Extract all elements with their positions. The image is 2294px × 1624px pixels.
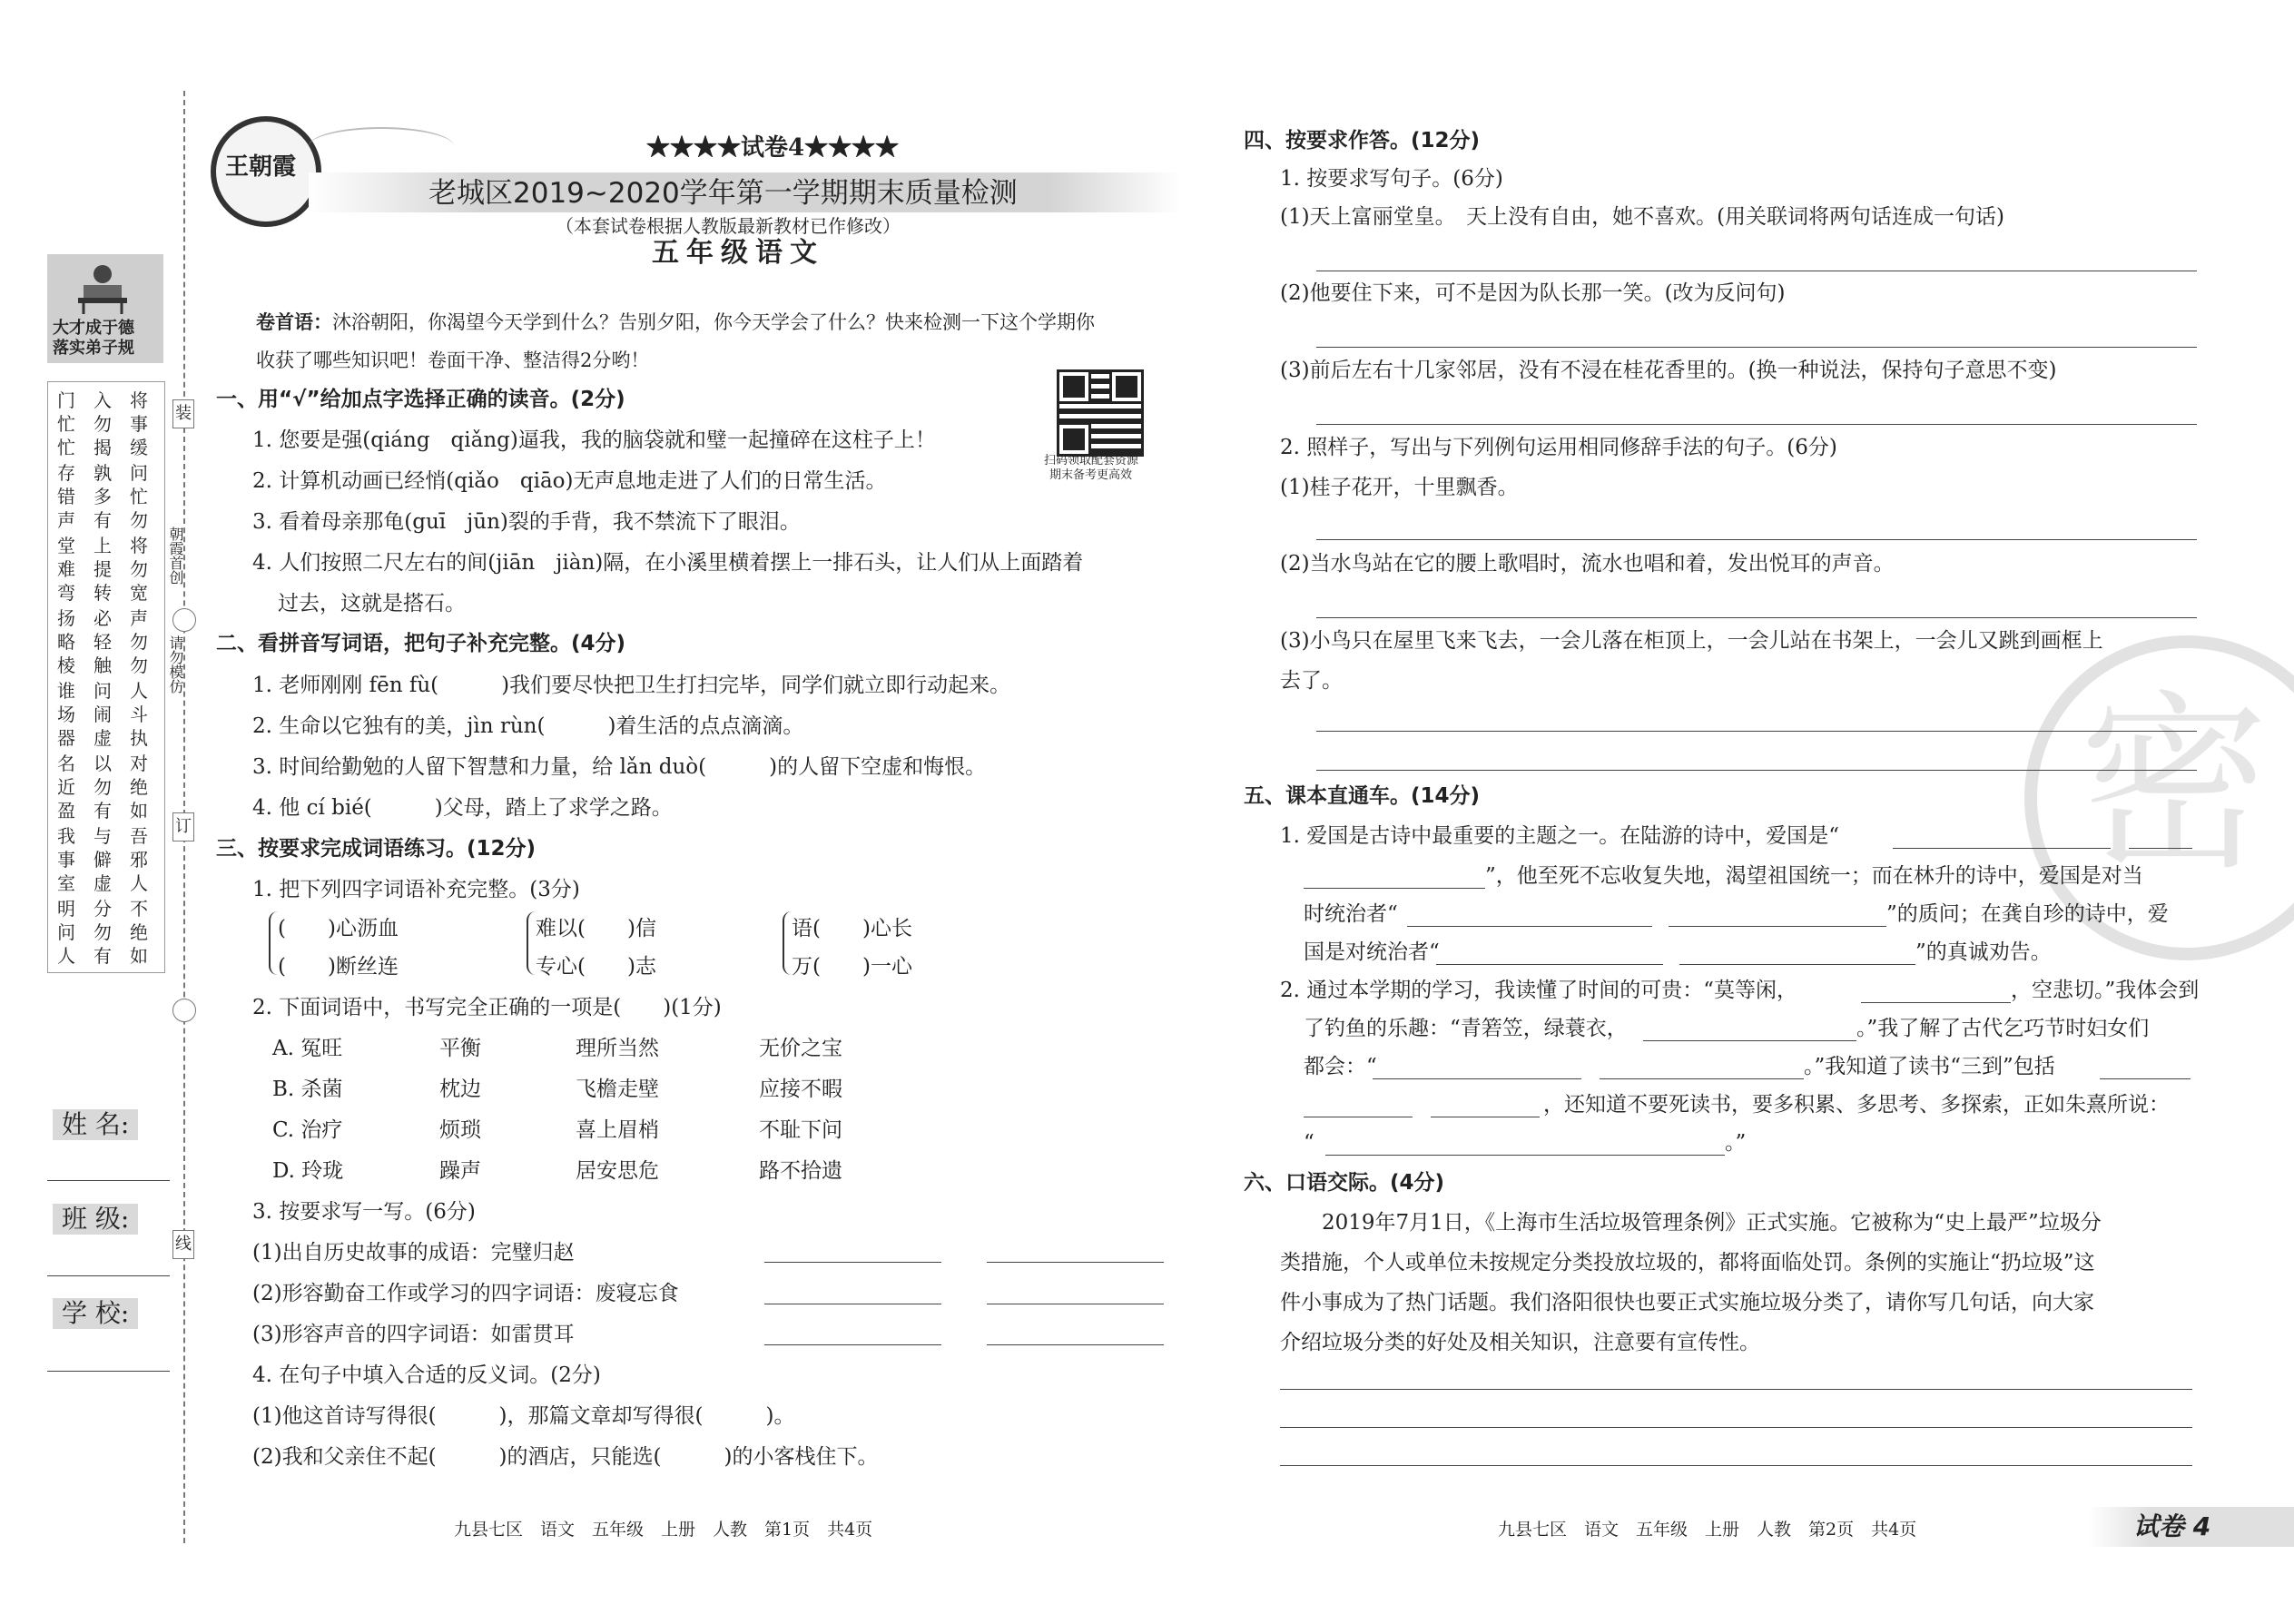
verse-column: 门忙忙 [57,389,75,458]
verse-column: 明问人 [57,898,75,967]
side-note-1: 朝霞首创 [167,527,184,585]
sec5-text: ”的质问；在龚自珍的诗中，爱 [1886,902,2169,926]
verse-column: 与僻虚 [94,825,112,894]
sec3-q3-item-2: (2)形容勤奋工作或学习的四字词语：废寝忘食 [252,1282,679,1305]
verse-column: 以勿有 [94,753,112,822]
option-cell: 无价之宝 [759,1037,842,1060]
school-label: 学 校: [53,1298,138,1329]
verse-column: 名近盈 [57,753,75,822]
sec1-item-1: 1. 您要是强(qiáng qiǎng)逼我，我的脑袋就和璧一起撞碎在这柱子上！ [252,428,936,452]
answer-line[interactable] [987,1262,1164,1263]
verse-column: 入勿揭 [94,389,112,458]
group2-word1: 难以( )信 [536,917,656,940]
scissors-icon-2 [172,999,196,1022]
sec1-item-3: 3. 看着母亲那龟(guī jūn)裂的手背，我不禁流下了眼泪。 [252,510,801,534]
verse-column: 将事缓 [130,389,148,458]
sec5-text: 1. 爱国是古诗中最重要的主题之一。在陆游的诗中，爱国是“ [1280,824,1840,848]
answer-line[interactable] [1316,539,2197,540]
sec5-text: 。” [1725,1131,1747,1155]
blank-line[interactable] [1600,1078,1804,1079]
sidebar-banner-line1: 大才成于德 [53,319,134,338]
verse-column: 声勿勿 [130,607,148,676]
answer-line[interactable] [1280,1427,2192,1428]
blank-line[interactable] [2129,848,2192,849]
sec4-q2-item-3-cont: 去了。 [1280,669,1343,693]
sec6-title: 六、口语交际。(4分) [1244,1171,1445,1195]
verse-column: 存错声 [57,462,75,531]
sidebar-banner-line2: 落实弟子规 [53,339,134,358]
school-input-line[interactable] [47,1371,170,1372]
left-footer: 九县七区 语文 五年级 上册 人教 第1页 共4页 [454,1520,873,1540]
cut-mark-2: 订 [172,812,194,842]
sec5-text: 。”我了解了古代乞巧节时妇女们 [1856,1017,2150,1040]
exam-title: 老城区2019~2020学年第一学期期末质量检测 [428,177,1018,210]
sec3-q3: 3. 按要求写一写。(6分) [252,1200,476,1224]
name-label: 姓 名: [53,1109,138,1140]
sec3-q4: 4. 在句子中填入合适的反义词。(2分) [252,1363,601,1387]
option-cell[interactable]: B. 杀菌 [272,1078,343,1101]
cut-mark-1: 装 [172,399,194,428]
sec5-text: ，还知道不要死读书，要多积累、多思考、多探索，正如朱熹所说： [1543,1093,2170,1117]
verse-column: 不绝如 [130,898,148,967]
verse-column: 人斗执 [130,680,148,749]
mascot-illustration [71,261,134,316]
subject-title: 五年级语文 [652,237,824,269]
answer-line[interactable] [1280,1465,2192,1466]
right-footer: 九县七区 语文 五年级 上册 人教 第2页 共4页 [1498,1520,1917,1540]
class-input-line[interactable] [47,1275,170,1276]
option-cell[interactable]: A. 冤旺 [272,1037,343,1060]
option-cell: 枕边 [439,1078,481,1101]
option-cell[interactable]: D. 玲珑 [272,1159,344,1183]
verse-column: 孰多有 [94,462,112,531]
ribbon-decoration [309,127,454,165]
sec5-title: 五、课本直通车。(14分) [1244,784,1481,808]
sec5-text: 了钓鱼的乐趣：“青箬笠，绿蓑衣， [1304,1017,1628,1040]
answer-line[interactable] [1280,1389,2192,1390]
sec3-title: 三、按要求完成词语练习。(12分) [216,837,537,861]
class-label: 班 级: [53,1204,138,1235]
blank-line[interactable] [1643,1040,1856,1041]
answer-line[interactable] [1316,731,2197,732]
sec4-q1-item-3: (3)前后左右十几家邻居，没有不浸在桂花香里的。(换一种说法，保持句子意思不变) [1280,359,2057,382]
logo-text: 王朝霞 [225,153,297,181]
group3-word1: 语( )心长 [792,917,912,940]
sec4-q1-item-1: (1)天上富丽堂皇。 天上没有自由，她不喜欢。(用关联词将两句话连成一句话) [1280,205,2005,229]
sec5-text: ，空悲切。”我体会到 [2011,979,2200,1002]
option-cell: 平衡 [439,1037,481,1060]
verse-column: 对绝如 [130,753,148,822]
sec5-text: 时统治者“ [1304,902,1398,926]
answer-line[interactable] [1316,347,2197,348]
corner-tag: 试卷 4 [2133,1511,2211,1541]
group2-word2: 专心( )志 [536,955,656,979]
sec5-text: ”的真诚劝告。 [1915,940,2052,964]
sec4-q1-item-2: (2)他要住下来，可不是因为队长那一笑。(改为反问句) [1280,281,1786,305]
option-cell: 躁声 [439,1159,481,1183]
option-cell: 不耻下问 [759,1118,842,1142]
option-cell: 喜上眉梢 [576,1118,659,1142]
answer-line[interactable] [1316,424,2197,425]
sec3-q1: 1. 把下列四字词语补充完整。(3分) [252,878,580,901]
side-note-2: 请勿模仿 [167,635,184,694]
blank-line[interactable] [1893,848,2111,849]
sec5-text: 2. 通过本学期的学习，我读懂了时间的可贵：“莫等闲， [1280,979,1798,1002]
sec1-item-4-cont: 过去，这就是搭石。 [278,592,466,615]
sec4-q1: 1. 按要求写句子。(6分) [1280,167,1503,191]
verse-column: 堂难弯 [57,535,75,604]
sec4-q2-item-2: (2)当水鸟站在它的腰上歌唱时，流水也唱和着，发出悦耳的声音。 [1280,552,1895,576]
sec2-title: 二、看拼音写词语，把句子补充完整。(4分) [216,632,626,655]
sec3-q2: 2. 下面词语中，书写完全正确的一项是( )(1分) [252,996,722,1019]
sec5-text: 国是对统治者“ [1304,940,1440,964]
sec4-q2-item-3: (3)小鸟只在屋里飞来飞去，一会儿落在柜顶上，一会儿站在书架上，一会儿又跳到画框上 [1280,629,2103,653]
sec5-text: “ [1304,1131,1314,1155]
verse-column: 问闹虚 [94,680,112,749]
answer-line[interactable] [1316,770,2197,771]
series-label: ★★★★试卷4★★★★ [646,134,900,162]
watermark-char: 密 [2079,674,2270,896]
blank-line[interactable] [1669,926,1886,927]
group1-word1: ( )心沥血 [278,917,399,940]
option-cell: 路不拾遗 [759,1159,842,1183]
qr-caption-2: 期末备考更高效 [1049,468,1133,482]
blank-line[interactable] [1861,1002,2011,1003]
answer-line[interactable] [987,1344,1164,1345]
verse-column: 吾邪人 [130,825,148,894]
blank-line[interactable] [1373,1078,1581,1079]
option-cell: 应接不暇 [759,1078,842,1101]
answer-line[interactable] [764,1262,941,1263]
preface-line2: 收获了哪些知识吧！卷面干净、整洁得2分哟！ [256,349,650,371]
sec2-item-2: 2. 生命以它独有的美，jìn rùn( )着生活的点点滴滴。 [252,714,804,738]
blank-line[interactable] [1407,926,1652,927]
sec6-para-3: 件小事成为了热门话题。我们洛阳很快也要正式实施垃圾分类了，请你写几句话，向大家 [1280,1291,2094,1314]
sec3-q3-item-1: (1)出自历史故事的成语：完璧归赵 [252,1241,575,1265]
name-input-line[interactable] [47,1180,170,1181]
option-cell: 烦琐 [439,1118,481,1142]
sec5-text: 都会：“ [1304,1055,1377,1078]
cut-mark-3: 线 [172,1230,194,1259]
sec4-q2: 2. 照样子，写出与下列例句运用相同修辞手法的句子。(6分) [1280,436,1837,459]
blank-line[interactable] [2100,1078,2191,1079]
verse-column: 上提转 [94,535,112,604]
option-cell: 飞檐走壁 [576,1078,659,1101]
verse-column: 谁场器 [57,680,75,749]
group3-word2: 万( )一心 [792,955,912,979]
sec5-text: 。”我知道了读书“三到”包括 [1804,1055,2055,1078]
verse-column: 将勿宽 [130,535,148,604]
sec6-para-1: 2019年7月1日，《上海市生活垃圾管理条例》正式实施。它被称为“史上最严”垃圾分 [1322,1211,2102,1235]
preface-label: 卷首语： [256,310,332,333]
option-cell[interactable]: C. 治疗 [272,1118,343,1142]
sec1-item-4: 4. 人们按照二尺左右的间(jiān jiàn)隔，在小溪里横着摆上一排石头，让人们从上面踏着 [252,551,1084,575]
option-cell: 居安思危 [576,1159,659,1183]
verse-column: 分勿有 [94,898,112,967]
verse-column: 必轻触 [94,607,112,676]
verse-column: 我事室 [57,825,75,894]
blank-line[interactable] [1325,1155,1725,1156]
sec6-para-4: 介绍垃圾分类的好处及相关知识，注意要有宣传性。 [1280,1331,1760,1354]
sec3-q3-item-3: (3)形容声音的四字词语：如雷贯耳 [252,1323,575,1346]
verse-column: 扬略棱 [57,607,75,676]
preface-line1 [256,309,1095,336]
exam-subtitle: （本套试卷根据人教版最新教材已作修改） [556,215,901,237]
sec2-item-4: 4. 他 cí bié( )父母，踏上了求学之路。 [252,796,673,820]
sec4-q2-item-1: (1)桂子花开，十里飘香。 [1280,476,1519,499]
sec5-text: ”，他至死不忘收复失地，渴望祖国统一；而在林升的诗中，爱国是对当 [1485,864,2143,888]
preface-text-1: 沐浴朝阳，你渴望今天学到什么？告别夕阳，你今天学会了什么？快来检测一下这个学期你 [332,311,1095,333]
sec6-para-2: 类措施，个人或单位未按规定分类投放垃圾的，都将面临处罚。条例的实施让“扔垃圾”这 [1280,1251,2095,1275]
sec3-q4-item-2: (2)我和父亲住不起( )的酒店，只能选( )的小客栈住下。 [252,1445,879,1469]
answer-line[interactable] [764,1344,941,1345]
verse-column: 问忙勿 [130,462,148,531]
scissors-icon [172,608,196,632]
sec2-item-1: 1. 老师刚刚 fēn fù( )我们要尽快把卫生打扫完毕，同学们就立即行动起来。 [252,674,1011,697]
qr-code[interactable] [1057,369,1144,457]
sec1-title: 一、用“√”给加点字选择正确的读音。(2分) [216,388,625,411]
sec4-title: 四、按要求作答。(12分) [1244,129,1481,153]
sec2-item-3: 3. 时间给勤勉的人留下智慧和力量，给 lǎn duò( )的人留下空虚和悔恨。 [252,755,987,779]
group1-word2: ( )断丝连 [278,955,399,979]
logo-seal [211,116,321,227]
option-cell: 理所当然 [576,1037,659,1060]
blank-line[interactable] [1304,888,1485,889]
sec1-item-2: 2. 计算机动画已经悄(qiǎo qiāo)无声息地走进了人们的日常生活。 [252,469,887,493]
answer-line[interactable] [1316,617,2197,618]
blank-line[interactable] [1436,964,1663,965]
sec3-q4-item-1: (1)他这首诗写得很( )，那篇文章却写得很( )。 [252,1404,795,1428]
qr-caption-1: 扫码领取配套资源 [1044,454,1139,468]
blank-line[interactable] [1679,964,1915,965]
